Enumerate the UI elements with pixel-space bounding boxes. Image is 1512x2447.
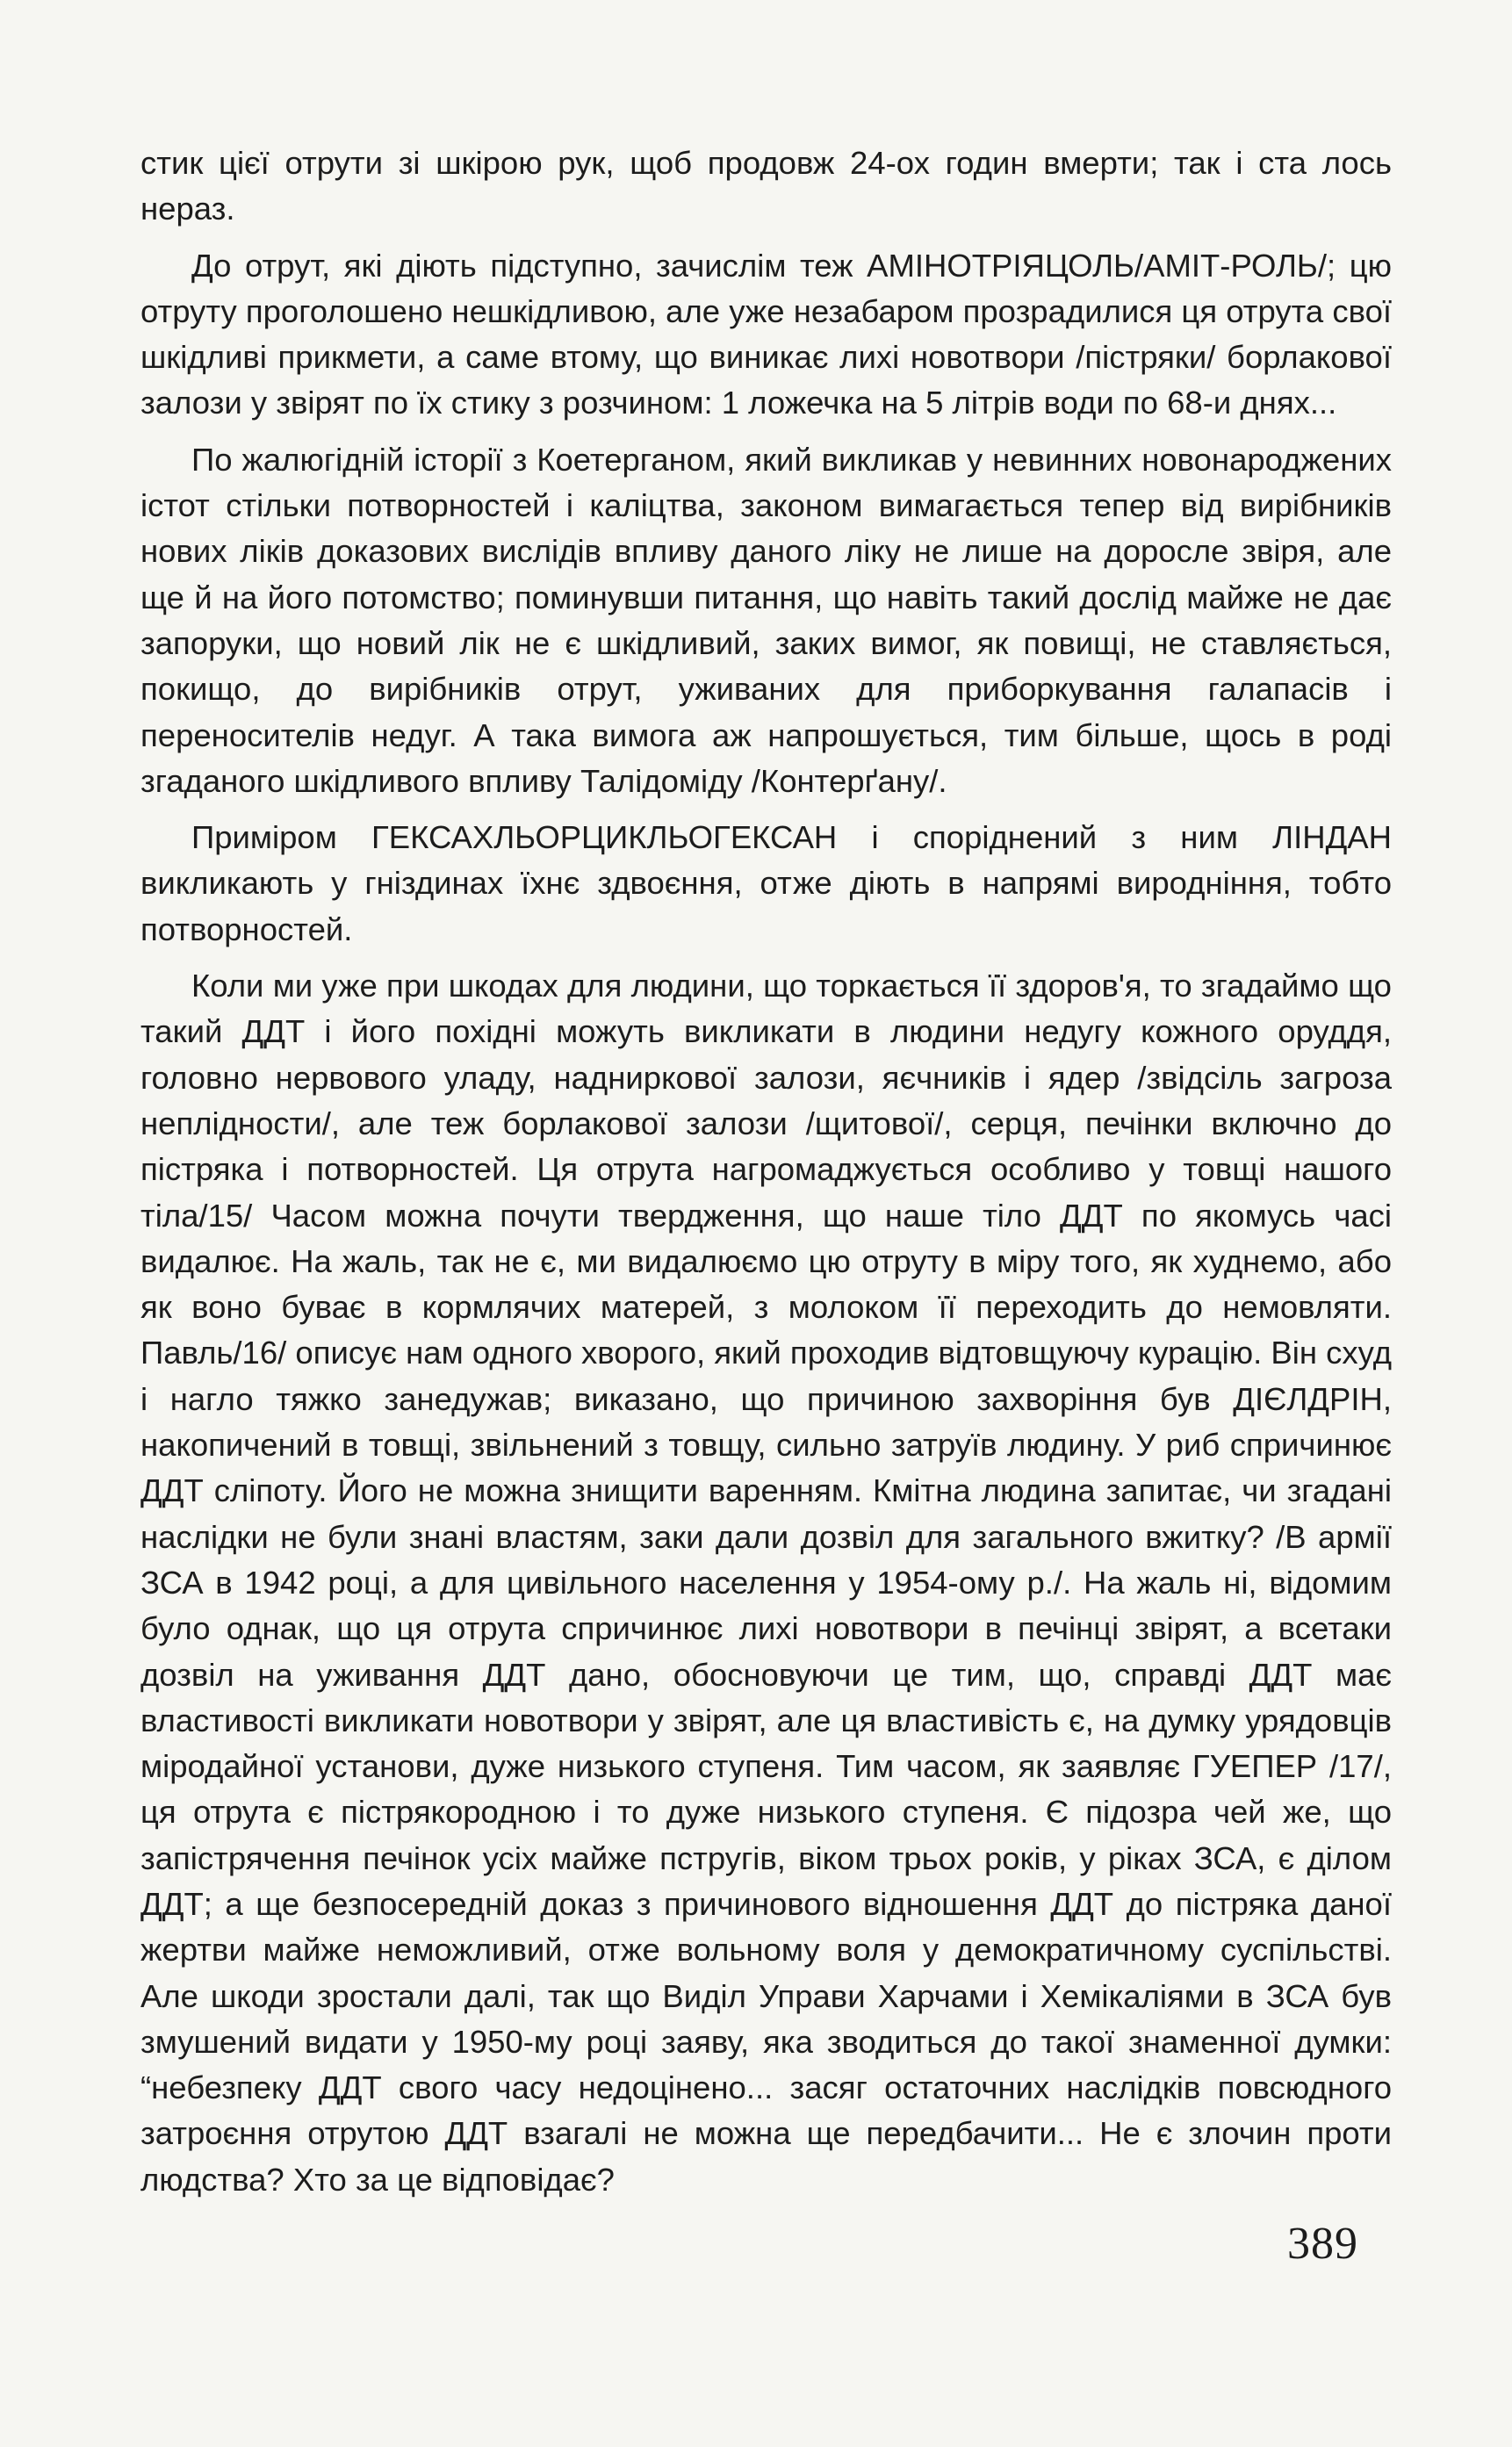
paragraph-4: Приміром ГЕКСАХЛЬОРЦИКЛЬОГЕКСАН і споріднений з ним ЛІНДАН викликають у гніздинах їхнє здвоєння, отже діють в напрямі виродніння, тобто потворностей. [140, 819, 1392, 947]
paragraph-1: стик цієї отрути зі шкірою рук, щоб продовж 24-ох годин вмерти; так і ста лось нераз. [140, 145, 1392, 227]
page-number: 389 [1287, 2219, 1358, 2269]
paragraph-2: До отрут, які діють підступно, зачислім теж АМІНОТРІЯЦОЛЬ/АМІТ-РОЛЬ/; цю отруту проголошено нешкідливою, але уже незабаром прозрадилися ця отрута свої шкідливі прикмети, а саме втому, що виникає лихі новотвори /пістряки/ борлакової залози у звірят по їх стику з розчином: 1 ложечка на 5 літрів води по 68-и днях... [140, 247, 1393, 421]
paragraph-3: По жалюгідній історії з Коетерганом, який викликав у невинних новонароджених істот стільки потворностей і каліцтва, законом вимагається тепер від вирібників нових ліків доказових вислідів впливу даного ліку не лише на доросле звіря, але ще й на його потомство; поминувши питання, що навіть такий дослід майже не дає запоруки, що новий лік не є шкідливий, заких вимог, як повищі, не ставляється, покищо, до вирібників отрут, уживаних для приборкування галапасів і переносителів недуг. А така вимога аж напрошується, тим більше, щось в роді згаданого шкідливого впливу Талідоміду /Контерґану/. [140, 441, 1392, 799]
page-body [140, 140, 1392, 2213]
paragraph-5: Коли ми уже при шкодах для людини, що торкається її здоров'я, то згадаймо що такий ДДТ і його похідні можуть викликати в людини недугу кожного оруддя, головно нервового уладу, надниркової залози, яєчників і ядер /звідсіль загроза неплідности/, але теж борлакової залози /щитової/, серця, печінки включно до пістряка і потворностей. Ця отрута нагромаджується особливо у товщі нашого тіла/15/ Часом можна почути твердження, що наше тіло ДДТ по якомусь часі видалює. На жаль, так не є, ми видалюємо цю отруту в міру того, як худнемо, або як воно буває в кормлячих матерей, з молоком її переходить до немовляти. Павль/16/ описує нам одного хворого, який проходив відтовщуючу курацію. Він схуд і нагло тяжко занедужав; виказано, що причиною захворіння був ДІЄЛДРІН, накопичений в товщі, звільнений з товщу, сильно затруїв людину. У риб спричинює ДДТ сліпоту. Його не можна знищити варенням. Кмітна людина запитає, чи згадані наслідки не були знані властям, заки дали дозвіл для загального вжитку? /В армії ЗСА в 1942 році, а для цивільного населення у 1954-ому р./. На жаль ні, відомим було однак, що ця отрута спричинює лихі новотвори в печінці звірят, а всетаки дозвіл на уживання ДДТ дано, обосновуючи це тим, що, справді ДДТ має властивості викликати новотвори у звірят, але ця властивість є, на думку урядовців міродайної установи, дуже низького ступеня. Тим часом, як заявляє ГУЕПЕР /17/, ця отрута є пістрякородною і то дуже низького ступеня. Є підозра чей же, що запістрячення печінок усіх майже пстругів, віком трьох років, у ріках ЗСА, є ділом ДДТ; а ще безпосередній доказ з причинового відношення ДДТ до пістряка даної жертви майже неможливий, отже вольному воля у демократичному суспільстві. Але шкоди зростали далі, так що Виділ Управи Харчами і Хемікаліями в ЗСА був змушений видати у 1950-му році заяву, яка зводиться до такої знаменної думки: “небезпеку ДДТ свого часу недоцінено... засяг остаточних наслідків повсюдного затроєння отрутою ДДТ взагалі не можна ще передбачити... Не є злочин проти людства? Хто за це відповідає? [140, 968, 1392, 2198]
